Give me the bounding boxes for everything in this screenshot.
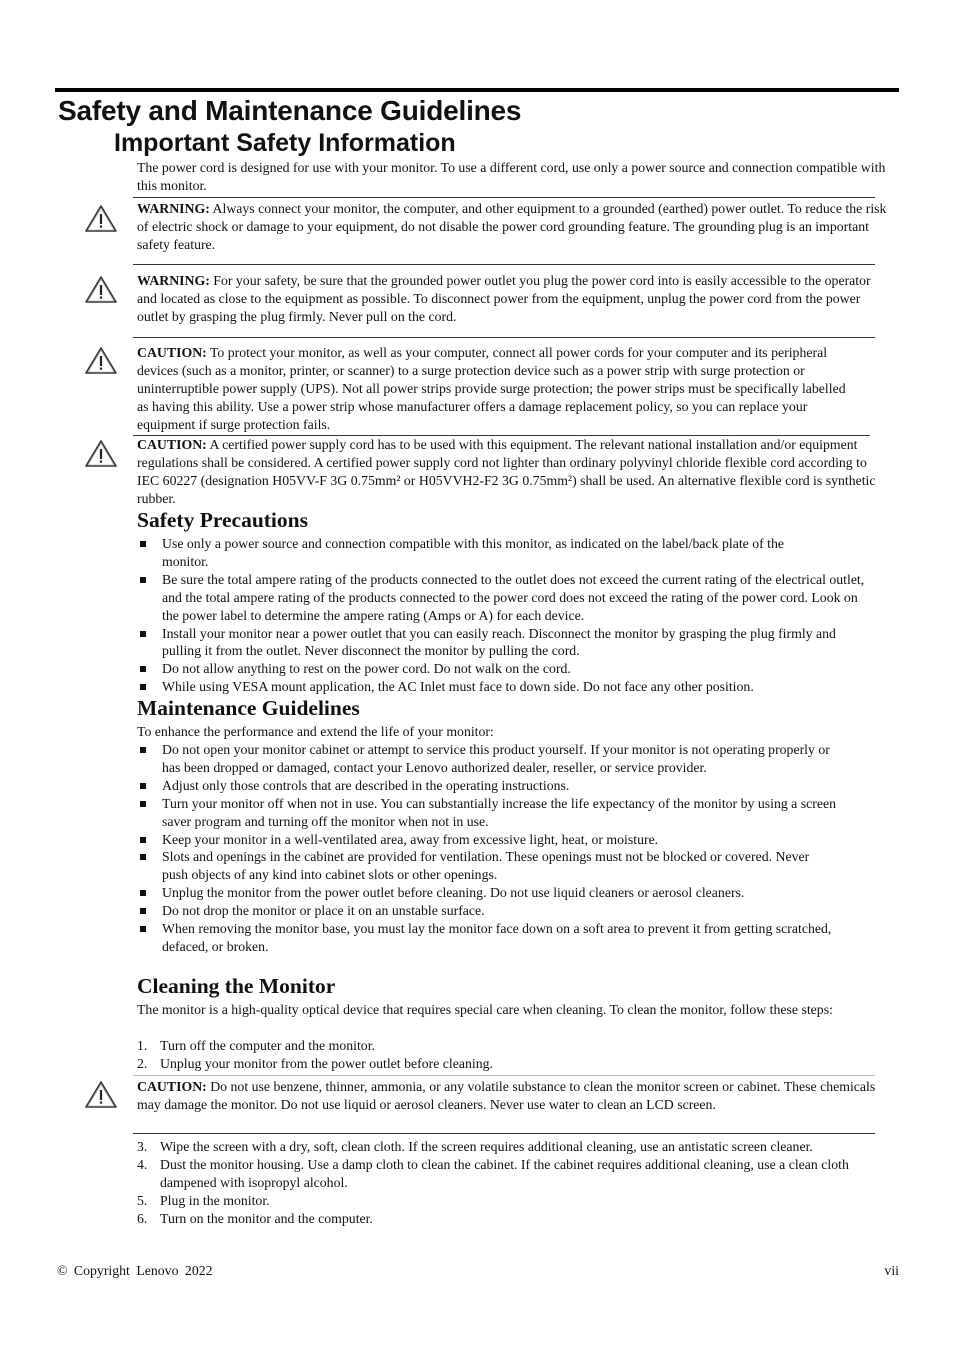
step-item bbox=[137, 1138, 889, 1156]
cleaning-steps-list-continued bbox=[137, 1138, 889, 1228]
list-item: Install your monitor near a power outlet that you can easily reach. Disconnect the monitor by grasping the plug firmly and pulling it from the outlet. Never disconnect the monitor by pulling the cord. bbox=[137, 625, 877, 661]
notice-text: Always connect your monitor, the computer, and other equipment to a grounded (earthed) power outlet. To reduce the risk of electric shock or damage to your equipment, do not disable the power cord grounding feature. The grounding plug is an important safety feature. bbox=[137, 201, 887, 252]
page-title: Safety and Maintenance Guidelines bbox=[58, 95, 522, 126]
divider bbox=[133, 264, 875, 265]
safety-precautions-list bbox=[137, 535, 877, 696]
notice-text: To protect your monitor, as well as your computer, connect all power cords for your computer and its peripheral devices (such as a monitor, printer, or scanner) to a surge protection device such as a power strip with surge protection or uninterruptible power supply (UPS). Not all power strips provide surge protection; the power strips must be specifically labelled as having this ability. Use a power strip whose manufacturer offers a damage replacement policy, so you can replace your equipment if surge protection fails. bbox=[137, 345, 846, 432]
list-item: Do not open your monitor cabinet or attempt to service this product yourself. If your monitor is not operating properly or has been dropped or damaged, contact your Lenovo authorized dealer, reseller, or service provider. bbox=[137, 741, 837, 777]
step-number: 6. bbox=[137, 1210, 148, 1226]
list-item: While using VESA mount application, the AC Inlet must face to down side. Do not face any other position. bbox=[137, 678, 877, 696]
step-number: 5. bbox=[137, 1192, 148, 1208]
step-number: 1. bbox=[137, 1038, 148, 1053]
step-item bbox=[137, 1037, 889, 1055]
step-text: Turn on the monitor and the computer. bbox=[160, 1210, 373, 1226]
section-heading-important-safety: Important Safety Information bbox=[114, 129, 456, 157]
section-heading-cleaning: Cleaning the Monitor bbox=[137, 974, 336, 998]
warning-triangle-icon bbox=[84, 1080, 118, 1110]
warning-triangle-icon bbox=[84, 204, 118, 234]
warning-notice bbox=[137, 200, 889, 254]
step-number: 4. bbox=[137, 1156, 148, 1172]
list-item: Do not allow anything to rest on the power cord. Do not walk on the cord. bbox=[137, 660, 877, 678]
notice-text: Do not use benzene, thinner, ammonia, or any volatile substance to clean the monitor screen or cabinet. These chemicals may damage the monitor. Do not use liquid or aerosol cleaners. Never use water to clean an LCD screen. bbox=[137, 1079, 876, 1112]
list-item: Turn your monitor off when not in use. You can substantially increase the life expectancy of the monitor by using a screen saver program and turning off the monitor when not in use. bbox=[137, 795, 837, 831]
notice-label: CAUTION: bbox=[137, 437, 207, 452]
warning-notice bbox=[137, 272, 889, 326]
intro-paragraph: The power cord is designed for use with your monitor. To use a different cord, use only a power source and connection compatible with this monitor. bbox=[137, 160, 886, 193]
notice-label: WARNING: bbox=[137, 201, 210, 216]
divider bbox=[133, 197, 875, 198]
step-text: Turn off the computer and the monitor. bbox=[160, 1038, 375, 1053]
step-text: Dust the monitor housing. Use a damp cloth to clean the cabinet. If the cabinet requires additional cleaning, use a clean cloth dampened with isopropyl alcohol. bbox=[160, 1156, 849, 1190]
caution-notice bbox=[137, 344, 849, 434]
list-item: Adjust only those controls that are described in the operating instructions. bbox=[137, 777, 837, 795]
copyright-text: © Copyright Lenovo 2022 bbox=[57, 1263, 213, 1278]
cleaning-intro: The monitor is a high-quality optical device that requires special care when cleaning. To clean the monitor, follow these steps: bbox=[137, 1002, 833, 1017]
step-item bbox=[137, 1192, 889, 1210]
maintenance-list bbox=[137, 741, 837, 956]
list-item-text: Use only a power source and connection compatible with this monitor, as indicated on the label/back plate of the monitor. bbox=[162, 536, 785, 569]
warning-triangle-icon bbox=[84, 346, 118, 376]
list-item: Be sure the total ampere rating of the products connected to the outlet does not exceed the current rating of the electrical outlet, and the total ampere rating of the products connected to the power cord does not exceed the rating of the power cord. Look on the power label to determine the ampere rating (Amps or A) for each device. bbox=[137, 571, 877, 625]
list-item bbox=[137, 535, 877, 571]
list-item: When removing the monitor base, you must lay the monitor face down on a soft area to prevent it from getting scratched, defaced, or broken. bbox=[137, 920, 837, 956]
step-item bbox=[137, 1055, 889, 1073]
step-text: Unplug your monitor from the power outlet before cleaning. bbox=[160, 1055, 493, 1071]
top-rule bbox=[55, 88, 899, 92]
page-number: vii bbox=[884, 1263, 899, 1278]
step-text: Plug in the monitor. bbox=[160, 1192, 270, 1208]
maintenance-intro: To enhance the performance and extend the life of your monitor: bbox=[137, 724, 494, 739]
step-item bbox=[137, 1210, 889, 1228]
cleaning-steps-list bbox=[137, 1037, 889, 1073]
notice-label: CAUTION: bbox=[137, 345, 207, 360]
step-text: Wipe the screen with a dry, soft, clean cloth. If the screen requires additional cleaning, use an antistatic screen cleaner. bbox=[160, 1139, 813, 1154]
list-item: Do not drop the monitor or place it on an unstable surface. bbox=[137, 902, 837, 920]
notice-label: WARNING: bbox=[137, 273, 210, 288]
step-number: 3. bbox=[137, 1139, 148, 1154]
warning-triangle-icon bbox=[84, 275, 118, 305]
divider bbox=[133, 1133, 875, 1134]
divider bbox=[133, 337, 875, 338]
warning-triangle-icon bbox=[84, 439, 118, 469]
notice-text: For your safety, be sure that the grounded power outlet you plug the power cord into is easily accessible to the operator and located as close to the equipment as possible. To disconnect power from the equipment, unplug the power cord from the power outlet by grasping the plug firmly. Never pull on the cord. bbox=[137, 273, 871, 324]
notice-text: A certified power supply cord has to be used with this equipment. The relevant national installation and/or equipment regulations shall be considered. A certified power supply cord not lighter than ordinary polyvinyl chloride flexible cord according to IEC 60227 (designation H05VV-F 3G 0.75mm² or H05VVH2-F2 3G 0.75mm²) shall be used. An alternative flexible cord is synthetic rubber. bbox=[137, 437, 876, 506]
list-item: Keep your monitor in a well-ventilated area, away from excessive light, heat, or moisture. bbox=[137, 831, 837, 849]
caution-notice bbox=[137, 436, 889, 508]
section-heading-safety-precautions: Safety Precautions bbox=[137, 508, 308, 532]
caution-notice bbox=[137, 1078, 889, 1114]
divider bbox=[133, 1075, 875, 1076]
step-item bbox=[137, 1156, 889, 1192]
list-item: Slots and openings in the cabinet are provided for ventilation. These openings must not be blocked or covered. Never push objects of any kind into cabinet slots or other openings. bbox=[137, 848, 837, 884]
notice-label: CAUTION: bbox=[137, 1079, 207, 1094]
section-heading-maintenance: Maintenance Guidelines bbox=[137, 696, 360, 720]
list-item: Unplug the monitor from the power outlet before cleaning. Do not use liquid cleaners or aerosol cleaners. bbox=[137, 884, 902, 902]
step-number: 2. bbox=[137, 1055, 148, 1071]
